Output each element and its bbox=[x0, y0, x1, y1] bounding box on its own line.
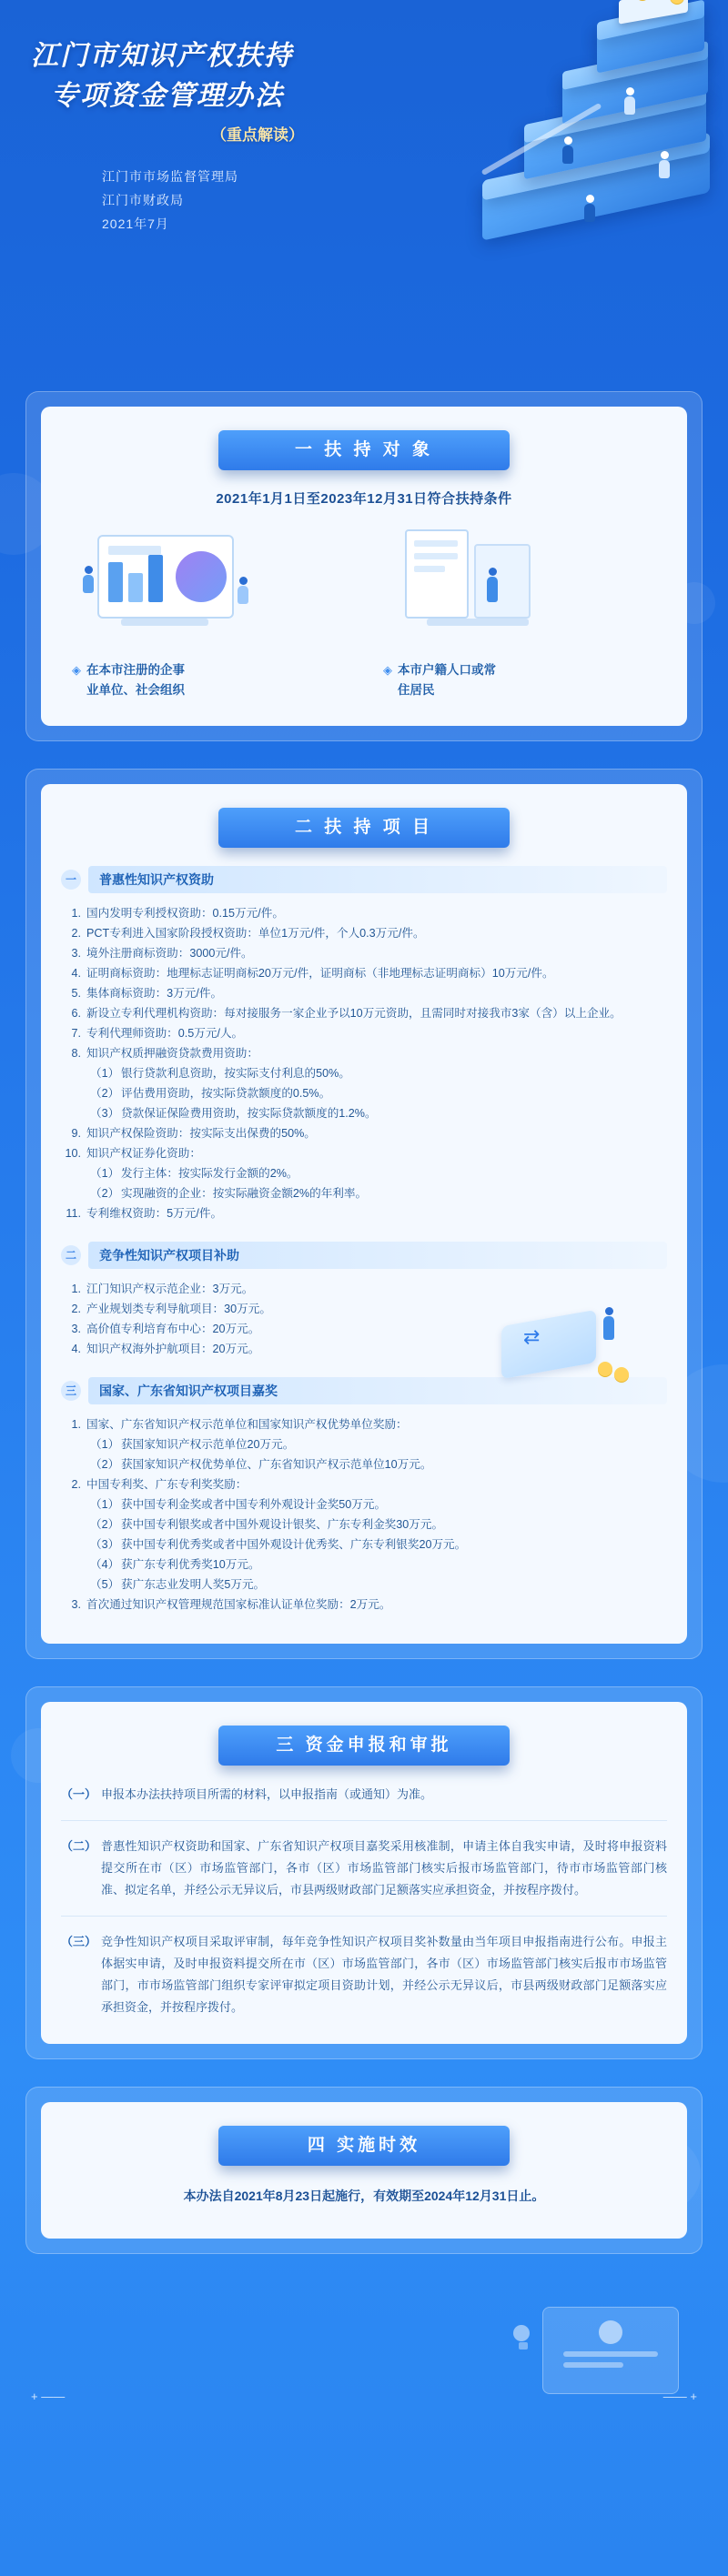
list-item bbox=[63, 904, 667, 923]
target-2-line-1: 本市户籍人口或常 bbox=[398, 663, 496, 677]
list-item bbox=[63, 1124, 667, 1143]
item-text: 首次通过知识产权管理规范国家标准认证单位奖励：2万元。 bbox=[86, 1598, 391, 1611]
item-text: 国内发明专利授权资助：0.15万元/件。 bbox=[86, 907, 284, 920]
item-number: 3. bbox=[71, 947, 81, 960]
list-item bbox=[63, 1435, 667, 1454]
item-text: 中国专利奖、广东专利奖奖励： bbox=[86, 1478, 248, 1491]
coin-icon bbox=[614, 1367, 629, 1382]
item-number: （3） bbox=[90, 1538, 120, 1551]
section-2-heading bbox=[218, 808, 510, 850]
divider bbox=[61, 1916, 667, 1917]
section-1-heading bbox=[218, 430, 510, 472]
list-item bbox=[63, 1535, 667, 1555]
list-item bbox=[63, 984, 667, 1003]
section-card-1 bbox=[25, 391, 703, 741]
item-text: 知识产权质押融资贷款费用资助： bbox=[86, 1047, 258, 1060]
item-number: 9. bbox=[71, 1127, 81, 1140]
item-number: （1） bbox=[90, 1167, 120, 1180]
bullet-icon: ◈ bbox=[383, 663, 392, 677]
item-number: 2. bbox=[71, 1478, 81, 1491]
section-4-text: 本办法自2021年8月23日起施行，有效期至2024年12月31日止。 bbox=[183, 2189, 545, 2203]
coin-icon bbox=[598, 1362, 612, 1376]
list-item bbox=[63, 1164, 667, 1183]
list-item bbox=[63, 1475, 667, 1494]
section-card-4 bbox=[25, 2087, 703, 2254]
list-item bbox=[63, 1515, 667, 1535]
section-3-heading bbox=[218, 1726, 510, 1767]
footer-left-mark: + —— bbox=[31, 2390, 66, 2403]
item-number: 3. bbox=[71, 1323, 81, 1335]
person-figure bbox=[238, 577, 248, 604]
list-item bbox=[63, 944, 667, 963]
item-number: （2） bbox=[90, 1458, 120, 1471]
list-item bbox=[63, 1575, 667, 1595]
item-number: 1. bbox=[71, 1283, 81, 1295]
item-number: （1） bbox=[90, 1067, 120, 1080]
item-number: （2） bbox=[90, 1518, 120, 1531]
item-text: 高价值专利培育布中心：20万元。 bbox=[86, 1323, 260, 1335]
section-4-heading bbox=[218, 2126, 510, 2168]
item-text: 评估费用资助，按实际贷款额度的0.5%。 bbox=[121, 1087, 331, 1100]
placeholder-line bbox=[563, 2351, 658, 2357]
subsection-1-list bbox=[63, 904, 667, 1223]
person-figure bbox=[659, 151, 670, 178]
target-caption-1 bbox=[61, 660, 356, 700]
section-3-heading-text: 三 资金申报和审批 bbox=[276, 1736, 452, 1755]
item-text: 贷款保证保险费用资助，按实际贷款额度的1.2%。 bbox=[121, 1107, 377, 1120]
footer-card-illustration bbox=[542, 2307, 679, 2394]
item-number: 2. bbox=[71, 1303, 81, 1315]
subsection-1-header bbox=[61, 866, 667, 893]
transfer-illustration bbox=[496, 1287, 651, 1396]
target-columns bbox=[61, 520, 667, 700]
subsection-1-badge: 一 bbox=[61, 870, 81, 890]
item-text: 专利维权资助：5万元/件。 bbox=[86, 1207, 223, 1220]
exchange-icon: ⇄ bbox=[523, 1325, 541, 1348]
item-number: 4. bbox=[71, 967, 81, 980]
person-figure bbox=[603, 1307, 614, 1340]
target-column-2 bbox=[372, 520, 667, 700]
section-1-body bbox=[41, 407, 687, 726]
hero-illustration bbox=[346, 0, 728, 273]
item-text: 获广东志业发明人奖5万元。 bbox=[121, 1578, 266, 1591]
item-number: 1. bbox=[71, 1418, 81, 1431]
person-figure bbox=[487, 568, 498, 602]
list-item bbox=[63, 1595, 667, 1615]
subsection-3-title: 国家、广东省知识产权项目嘉奖 bbox=[88, 1377, 667, 1404]
publisher-line-2: 江门市财政局 bbox=[102, 193, 184, 207]
item-text: 江门知识产权示范企业：3万元。 bbox=[86, 1283, 254, 1295]
item-number: （1） bbox=[90, 1438, 120, 1451]
target-1-line-2: 业单位、社会组织 bbox=[86, 683, 185, 697]
list-item bbox=[63, 1144, 667, 1163]
divider bbox=[61, 1820, 667, 1821]
section-2-heading-text: 二 扶 持 项 目 bbox=[294, 818, 434, 837]
item-text: PCT专利进入国家阶段授权资助：单位1万元/件，个人0.3万元/件。 bbox=[86, 927, 425, 940]
target-1-line-1: 在本市注册的企事 bbox=[86, 663, 185, 677]
subsection-1-title: 普惠性知识产权资助 bbox=[88, 866, 667, 893]
enterprise-illustration bbox=[61, 520, 356, 648]
target-column-1 bbox=[61, 520, 356, 700]
paragraph-2 bbox=[61, 1836, 667, 1901]
item-number: （5） bbox=[90, 1578, 120, 1591]
paragraph-1 bbox=[61, 1784, 667, 1806]
paragraph-3-label: （三） bbox=[61, 1935, 97, 1948]
section-2-body bbox=[41, 784, 687, 1644]
list-item bbox=[63, 1184, 667, 1203]
title-line-1: 江门市知识产权扶持 bbox=[31, 41, 293, 71]
title-subtitle: （重点解读） bbox=[211, 126, 304, 144]
paragraph-2-label: （二） bbox=[61, 1839, 97, 1853]
section-4-heading-text: 四 实施时效 bbox=[307, 2136, 421, 2155]
list-item bbox=[63, 1320, 414, 1339]
placeholder-line bbox=[563, 2362, 623, 2368]
target-caption-2 bbox=[372, 660, 667, 700]
item-text: 获中国专利优秀奖或者中国外观设计优秀奖、广东专利银奖20万元。 bbox=[121, 1538, 467, 1551]
item-text: 产业规划类专利导航项目：30万元。 bbox=[86, 1303, 271, 1315]
paragraph-1-label: （一） bbox=[61, 1787, 97, 1801]
list-item bbox=[63, 1004, 667, 1023]
list-item bbox=[63, 1455, 667, 1474]
eligibility-period: 2021年1月1日至2023年12月31日符合扶持条件 bbox=[216, 491, 512, 507]
paragraph-3 bbox=[61, 1931, 667, 2018]
publish-date: 2021年7月 bbox=[102, 216, 169, 231]
bullet-icon: ◈ bbox=[72, 663, 81, 677]
list-item bbox=[63, 924, 667, 943]
item-number: 11. bbox=[66, 1207, 81, 1220]
item-text: 国家、广东省知识产权示范单位和国家知识产权优势单位奖励： bbox=[86, 1418, 408, 1431]
item-text: 知识产权保险资助：按实际支出保费的50%。 bbox=[86, 1127, 316, 1140]
item-text: 获国家知识产权优势单位、广东省知识产权示范单位10万元。 bbox=[121, 1458, 432, 1471]
subsection-3-list bbox=[63, 1415, 667, 1615]
paragraph-1-text: 申报本办法扶持项目所需的材料，以申报指南（或通知）为准。 bbox=[101, 1787, 433, 1801]
subsection-2-title: 竞争性知识产权项目补助 bbox=[88, 1242, 667, 1269]
subsection-3-badge: 三 bbox=[61, 1381, 81, 1401]
item-text: 知识产权证券化资助： bbox=[86, 1147, 201, 1160]
item-number: （4） bbox=[90, 1558, 120, 1571]
list-item bbox=[63, 1415, 667, 1434]
section-4-body bbox=[41, 2102, 687, 2239]
paragraph-2-text: 普惠性知识产权资助和国家、广东省知识产权项目嘉奖采用核准制，申请主体自我实申请，及时将申报资料提交所在市（区）市场监管部门，各市（区）市场监管部门核实后报市场监管部门，待市市场监管部门核准、拟定名单，并经公示无异议后，市县两级财政部门足额落实应承担资金，并按程序拨付。 bbox=[101, 1839, 667, 1897]
subsection-2-header bbox=[61, 1242, 667, 1269]
target-2-line-2: 住居民 bbox=[398, 683, 435, 697]
person-figure bbox=[83, 566, 94, 593]
item-number: （3） bbox=[90, 1107, 120, 1120]
person-figure bbox=[584, 195, 595, 222]
footer bbox=[25, 2281, 703, 2418]
list-item bbox=[63, 1204, 667, 1223]
item-number: 4. bbox=[71, 1343, 81, 1355]
hero-banner bbox=[0, 0, 728, 391]
item-text: 实现融资的企业：按实际融资金额2%的年利率。 bbox=[121, 1187, 368, 1200]
item-number: 1. bbox=[71, 907, 81, 920]
person-figure bbox=[562, 136, 573, 164]
list-item bbox=[63, 1104, 667, 1123]
subsection-2-list bbox=[63, 1280, 414, 1359]
item-text: 获广东专利优秀奖10万元。 bbox=[121, 1558, 260, 1571]
list-item bbox=[63, 1340, 414, 1359]
item-number: 8. bbox=[71, 1047, 81, 1060]
item-number: 2. bbox=[71, 927, 81, 940]
item-number: （1） bbox=[90, 1498, 120, 1511]
item-number: （2） bbox=[90, 1087, 120, 1100]
item-text: 知识产权海外护航项目：20万元。 bbox=[86, 1343, 260, 1355]
item-number: 3. bbox=[71, 1598, 81, 1611]
paragraph-3-text: 竞争性知识产权项目采取评审制，每年竞争性知识产权项目奖补数量由当年项目申报指南进行公布。申报主体据实申请，及时申报资料提交所在市（区）市场监管部门，各市（区）市场监管部门核实后报市市场监管部门，市市场监管部门组织专家评审拟定项目资助计划，并经公示无异议后，市县两级财政部门足额落实应承担资金，并按程序拨付。 bbox=[101, 1935, 667, 2014]
subsection-2-badge: 二 bbox=[61, 1245, 81, 1265]
list-item bbox=[63, 1044, 667, 1063]
list-item bbox=[63, 1555, 667, 1575]
list-item bbox=[63, 1064, 667, 1083]
item-text: 获国家知识产权示范单位20万元。 bbox=[121, 1438, 295, 1451]
item-number: 5. bbox=[71, 987, 81, 1000]
resident-illustration bbox=[372, 520, 667, 648]
item-text: 获中国专利银奖或者中国外观设计银奖、广东专利金奖30万元。 bbox=[121, 1518, 444, 1531]
lightbulb-icon bbox=[513, 2325, 533, 2350]
list-item bbox=[63, 964, 667, 983]
item-number: 10. bbox=[65, 1147, 81, 1160]
item-text: 新设立专利代理机构资助：每对接服务一家企业予以10万元资助，且需同时对接我市3家（含）以上企业。 bbox=[86, 1007, 622, 1020]
list-item bbox=[63, 1300, 414, 1319]
item-text: 发行主体：按实际发行金额的2%。 bbox=[121, 1167, 298, 1180]
item-text: 专利代理师资助：0.5万元/人。 bbox=[86, 1027, 244, 1040]
item-text: 获中国专利金奖或者中国专利外观设计金奖50万元。 bbox=[121, 1498, 387, 1511]
list-item bbox=[63, 1084, 667, 1103]
avatar bbox=[599, 2320, 622, 2344]
item-number: （2） bbox=[90, 1187, 120, 1200]
title-line-2: 专项资金管理办法 bbox=[51, 81, 284, 111]
item-number: 7. bbox=[71, 1027, 81, 1040]
section-1-heading-text: 一 扶 持 对 象 bbox=[294, 440, 434, 459]
list-item bbox=[63, 1024, 667, 1043]
item-number: 6. bbox=[71, 1007, 81, 1020]
person-figure bbox=[624, 87, 635, 115]
section-card-2 bbox=[25, 769, 703, 1659]
list-item bbox=[63, 1280, 414, 1299]
item-text: 银行贷款利息资助，按实际支付利息的50%。 bbox=[121, 1067, 350, 1080]
footer-right-mark: —— + bbox=[662, 2390, 697, 2403]
item-text: 集体商标资助：3万元/件。 bbox=[86, 987, 223, 1000]
section-3-body bbox=[41, 1702, 687, 2044]
list-item bbox=[63, 1495, 667, 1514]
item-text: 证明商标资助：地理标志证明商标20万元/件，证明商标（非地理标志证明商标）10万元/件。 bbox=[86, 967, 554, 980]
publisher-line-1: 江门市市场监督管理局 bbox=[102, 169, 238, 184]
section-card-3 bbox=[25, 1686, 703, 2059]
item-text: 境外注册商标资助：3000元/件。 bbox=[86, 947, 253, 960]
